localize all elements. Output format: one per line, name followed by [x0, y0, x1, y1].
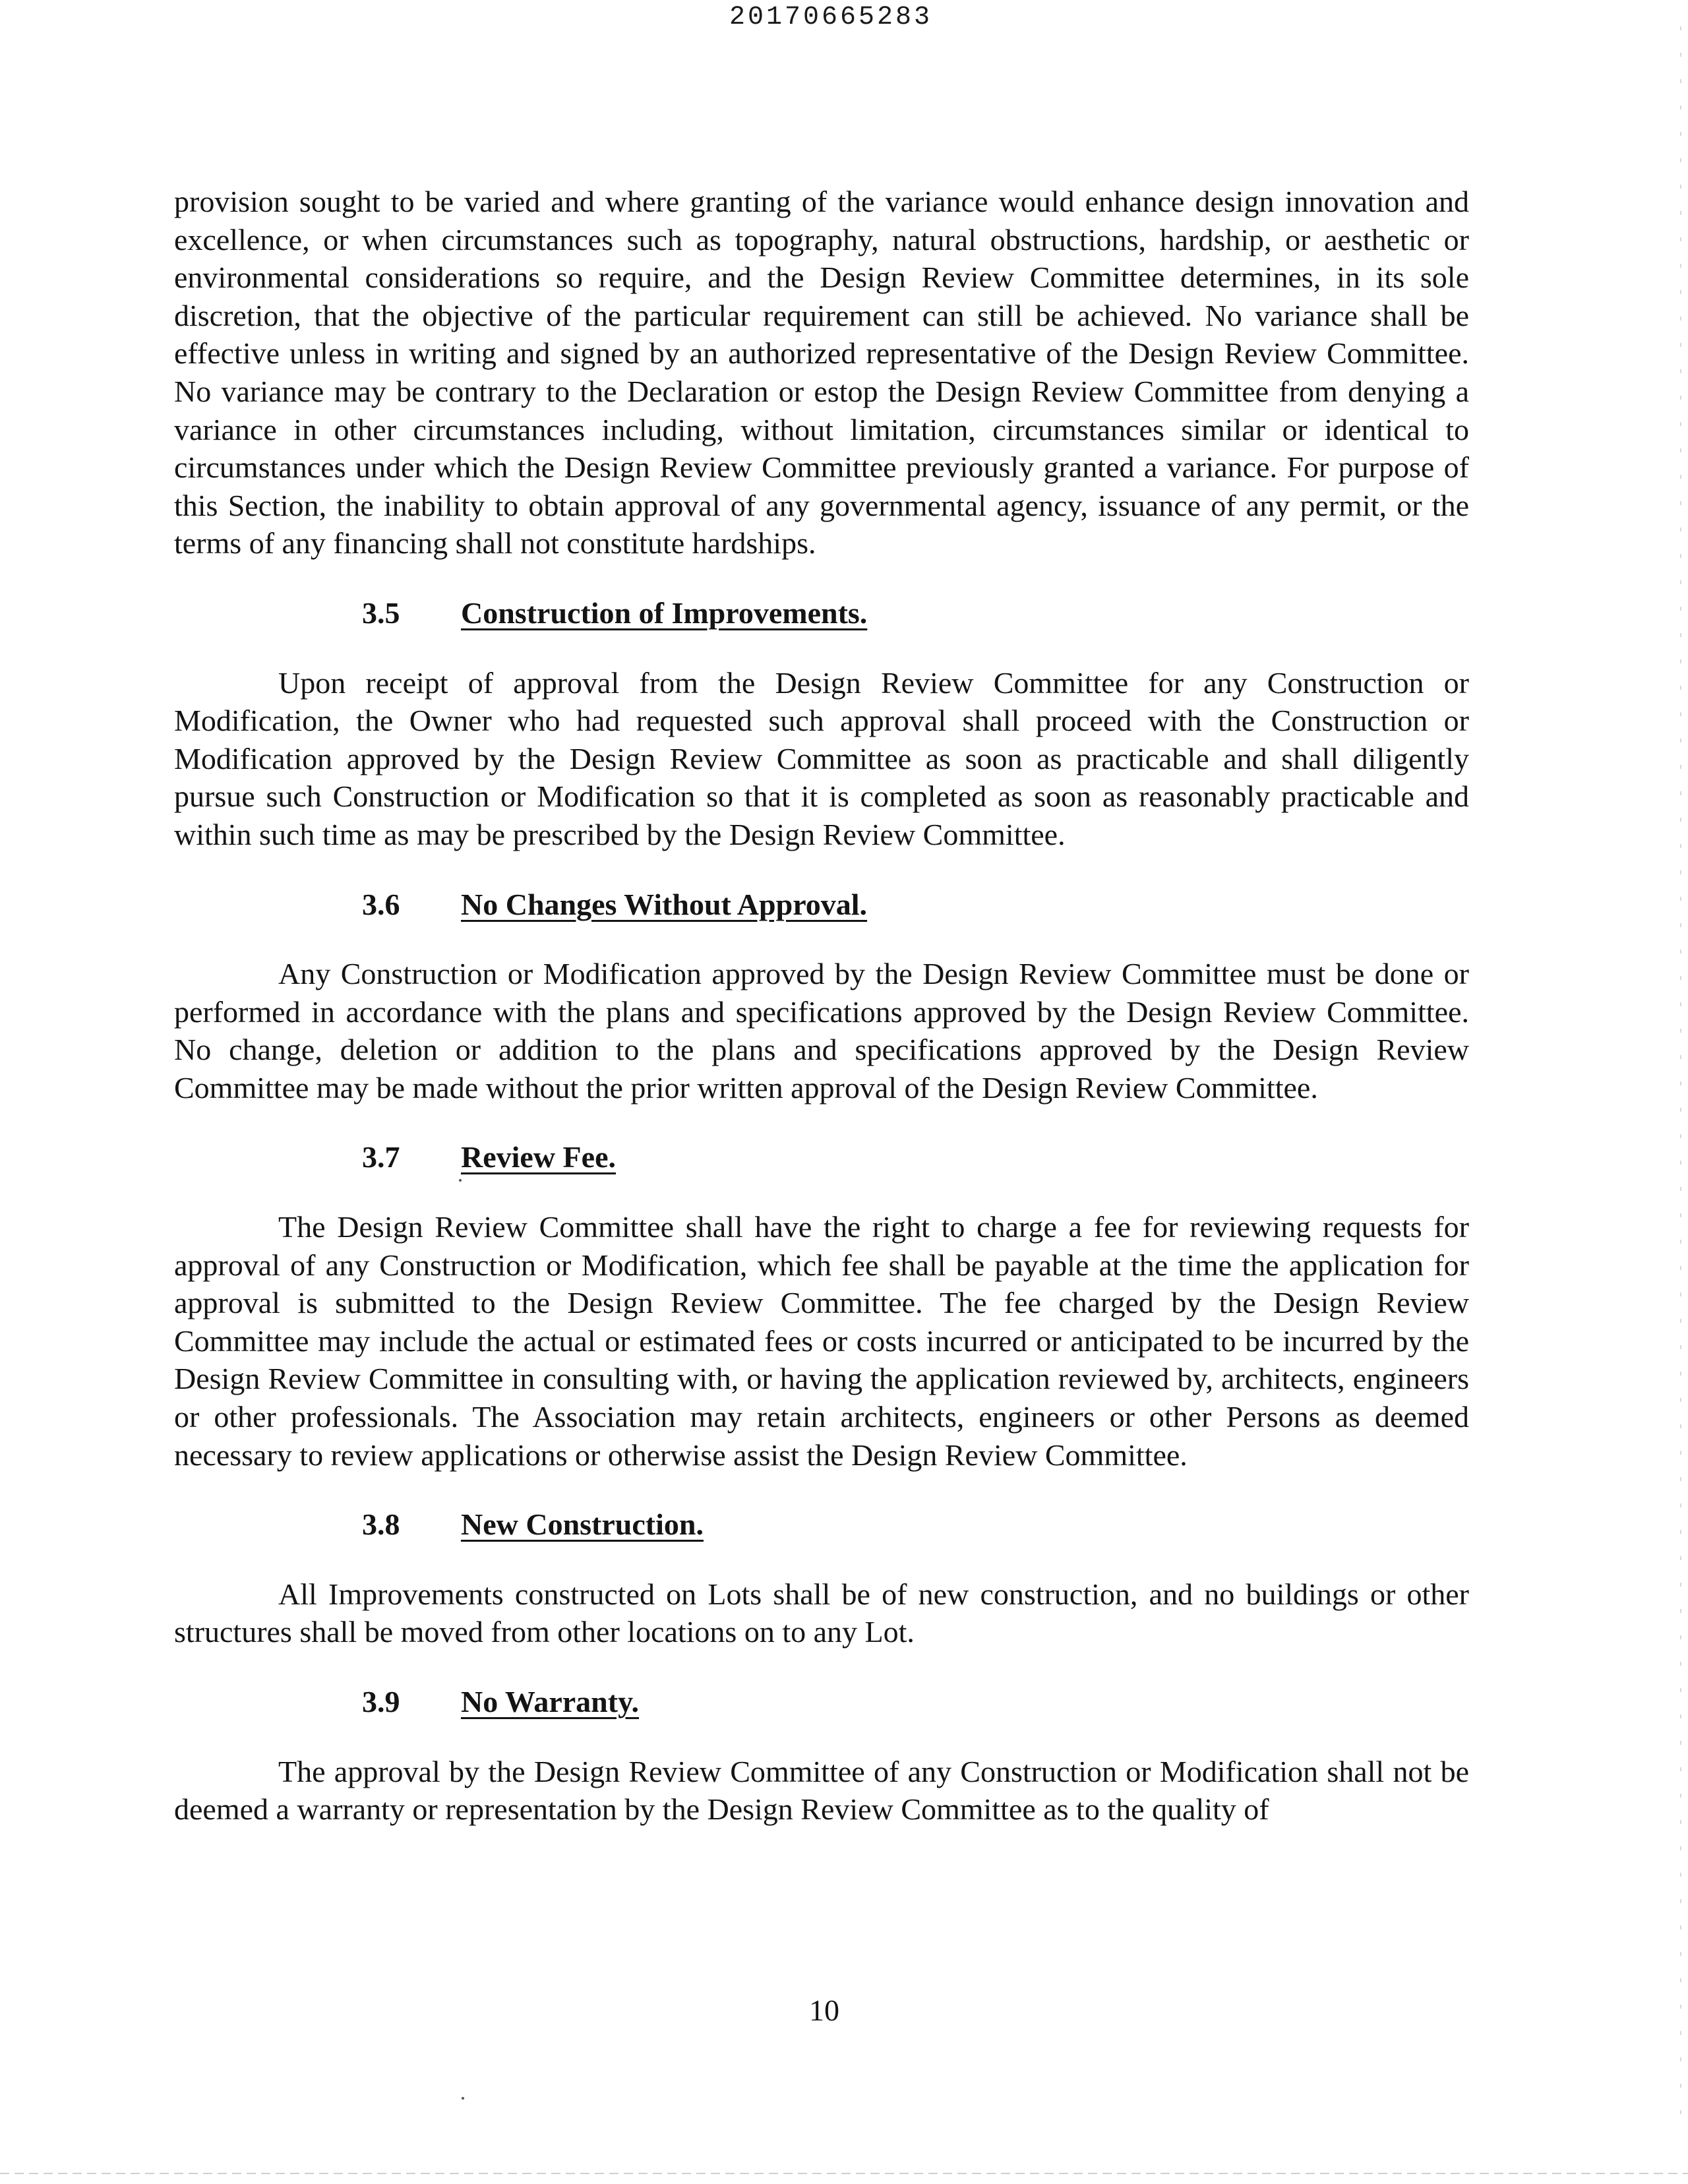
section-number: 3.8	[362, 1507, 400, 1542]
paragraph-new-construction: All Improvements constructed on Lots shall be of new construction, and no buildings or other structures shall be moved from other locations on to any Lot.	[174, 1577, 1469, 1649]
section-number: 3.6	[362, 887, 400, 921]
section-heading-3-8	[174, 1505, 1469, 1544]
paragraph-review-fee: The Design Review Committee shall have the right to charge a fee for reviewing requests for approval of any Construction or Modification, which fee shall be payable at the time the application for approval is submitted to the Design Review Committee. The fee charged by the Design Review Committee may include the actual or estimated fees or costs incurred or anticipated to be incurred by the Design Review Committee in consulting with, or having the application reviewed by, architects, engineers or other professionals. The Association may retain architects, engineers or other Persons as deemed necessary to review applications or otherwise assist the Design Review Committee.	[174, 1210, 1469, 1472]
scan-edge-mark	[1680, 26, 1681, 2137]
page-number: 10	[809, 1993, 839, 2027]
section-heading-3-6	[174, 886, 1469, 924]
section-title: New Construction.	[461, 1507, 704, 1542]
section-heading-3-9	[174, 1683, 1469, 1721]
section-title: Review Fee.	[461, 1140, 616, 1174]
paragraph-no-warranty: The approval by the Design Review Committee of any Construction or Modification shall not be deemed a warranty or representation by the Design Review Committee as to the quality of	[174, 1754, 1469, 1827]
scan-speck	[459, 1179, 462, 1182]
scan-bottom-line	[0, 2173, 1688, 2174]
section-title: No Changes Without Approval.	[461, 887, 868, 921]
section-title: No Warranty.	[461, 1685, 640, 1718]
document-body	[174, 183, 1469, 1829]
document-number: 20170665283	[729, 3, 933, 32]
section-number: 3.5	[362, 595, 400, 630]
paragraph-no-changes-without-approval: Any Construction or Modification approved by the Design Review Committee must be done or performed in accordance with the plans and specifications approved by the Design Review Committee. No change, deletion or addition to the plans and specifications approved by the Design Review Committee may be made without the prior written approval of the Design Review Committee.	[174, 957, 1469, 1105]
section-heading-3-7	[174, 1138, 1469, 1176]
paragraph-variance-continued: provision sought to be varied and where granting of the variance would enhance design innovation and excellence, or when circumstances such as topography, natural obstructions, hardship, or aesthetic or environmental considerations so require, and the Design Review Committee determines, in its sole discretion, that the objective of the particular requirement can still be achieved. No variance shall be effective unless in writing and signed by an authorized representative of the Design Review Committee. No variance may be contrary to the Declaration or estop the Design Review Committee from denying a variance in other circumstances including, without limitation, circumstances similar or identical to circumstances under which the Design Review Committee previously granted a variance. For purpose of this Section, the inability to obtain approval of any governmental agency, issuance of any permit, or the terms of any financing shall not constitute hardships.	[174, 185, 1469, 561]
section-number: 3.7	[362, 1140, 400, 1174]
paragraph-construction-of-improvements: Upon receipt of approval from the Design Review Committee for any Construction or Modification, the Owner who had requested such approval shall proceed with the Construction or Modification approved by the Design Review Committee as soon as practicable and shall diligently pursue such Construction or Modification so that it is completed as soon as reasonably practicable and within such time as may be prescribed by the Design Review Committee.	[174, 665, 1469, 851]
scan-speck	[462, 2097, 464, 2100]
section-title: Construction of Improvements.	[461, 595, 868, 630]
section-heading-3-5	[174, 594, 1469, 632]
section-number: 3.9	[362, 1685, 400, 1718]
